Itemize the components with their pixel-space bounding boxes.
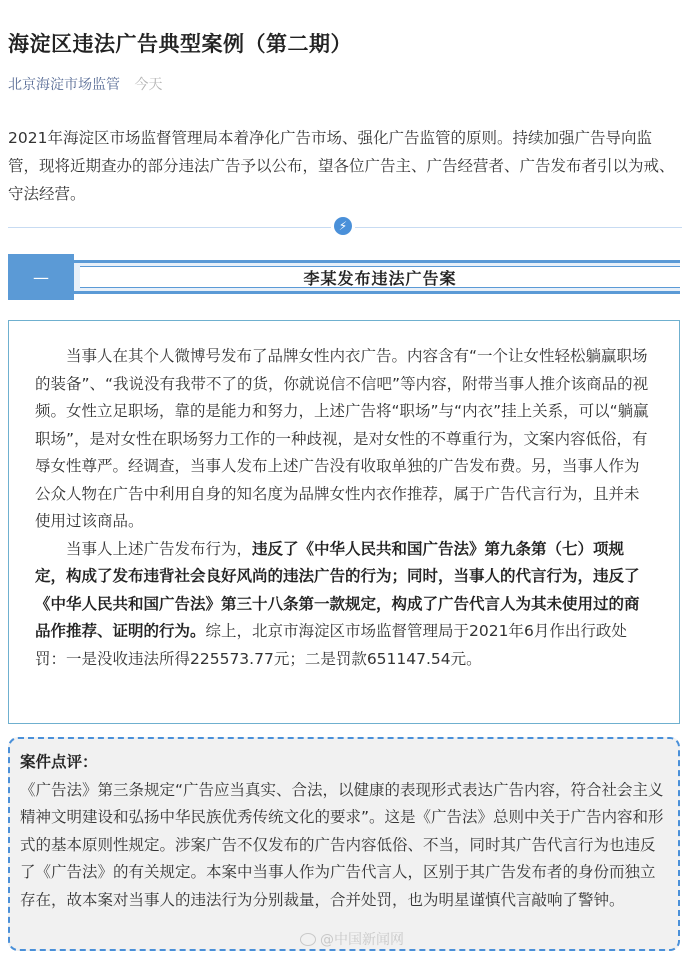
case-paragraph-2-bold: 违反了《中华人民共和国广告法》第九条第（七）项规定，构成了发布违背社会良好风尚的违法广告的行为；同时，当事人的代言行为，违反了《中华人民共和国广告法》第三十八条第一款规定，构成了广告代言人为其未使用过的商品作推荐、证明的行为。 bbox=[35, 539, 640, 640]
intro-paragraph: 2021年海淀区市场监督管理局本着净化广告市场、强化广告监管的原则。持续加强广告导向监管，现将近期查办的部分违法广告予以公布，望各位广告主、广告经营者、广告发布者引以为戒、守法经营。 bbox=[8, 129, 675, 203]
case-header-dash: — bbox=[8, 254, 74, 300]
comment-body: 《广告法》第三条规定“广告应当真实、合法，以健康的表现形式表达广告内容，符合社会主义精神文明建设和弘扬中华民族优秀传统文化的要求”。这是《广告法》总则中关于广告内容和形式的基本原则性规定。涉案广告不仅发布的广告内容低俗、不当，同时其广告代言行为也违反了《广告法》的有关规定。本案中当事人作为广告代言人，区别于其广告发布者的身份而独立存在，故本案对当事人的违法行为分别裁量，合并处罚，也为明星谨慎代言敲响了警钟。 bbox=[20, 780, 664, 909]
account-link[interactable]: 北京海淀市场监管 bbox=[8, 77, 120, 93]
case-paragraph-2-tail: 综上，北京市海淀区市场监督管理局于2021年6月作出行政处罚：一是没收违法所得225573.77元；二是罚款651147.54元。 bbox=[35, 622, 627, 668]
article-title: 海淀区违法广告典型案例（第二期） bbox=[8, 32, 352, 56]
case-header bbox=[8, 254, 680, 300]
case-title: 李某发布违法广告案 bbox=[80, 266, 680, 288]
case-content-box bbox=[8, 320, 680, 724]
case-header-bar bbox=[74, 260, 680, 294]
divider-badge bbox=[331, 215, 355, 237]
case-comment-box bbox=[8, 737, 680, 951]
case-paragraph-2-lead: 当事人上述广告发布行为， bbox=[66, 539, 253, 558]
publish-date: 今天 bbox=[134, 77, 163, 93]
lightning-icon: ⚡ bbox=[334, 217, 352, 235]
comment-label: 案件点评： bbox=[20, 753, 98, 771]
watermark-text: @中国新闻网 bbox=[320, 932, 404, 948]
case-paragraph-1: 当事人在其个人微博号发布了品牌女性内衣广告。内容含有“一个让女性轻松躺赢职场的装备”、“我说没有我带不了的货，你就说信不信吧”等内容，附带当事人推介该商品的视频。女性立足职场，靠的是能力和努力，上述广告将“职场”与“内衣”挂上关系，可以“躺赢职场”，是对女性在职场努力工作的一种歧视，是对女性的不尊重行为，文案内容低俗，有辱女性尊严。经调查，当事人发布上述广告没有收取单独的广告发布费。另，当事人作为公众人物在广告中利用自身的知名度为品牌女性内衣作推荐，属于广告代言行为，且并未使用过该商品。 bbox=[35, 347, 649, 530]
watermark bbox=[300, 929, 404, 949]
weibo-icon bbox=[300, 933, 316, 946]
case-paragraph-2 bbox=[35, 536, 653, 674]
article-meta bbox=[8, 74, 162, 94]
